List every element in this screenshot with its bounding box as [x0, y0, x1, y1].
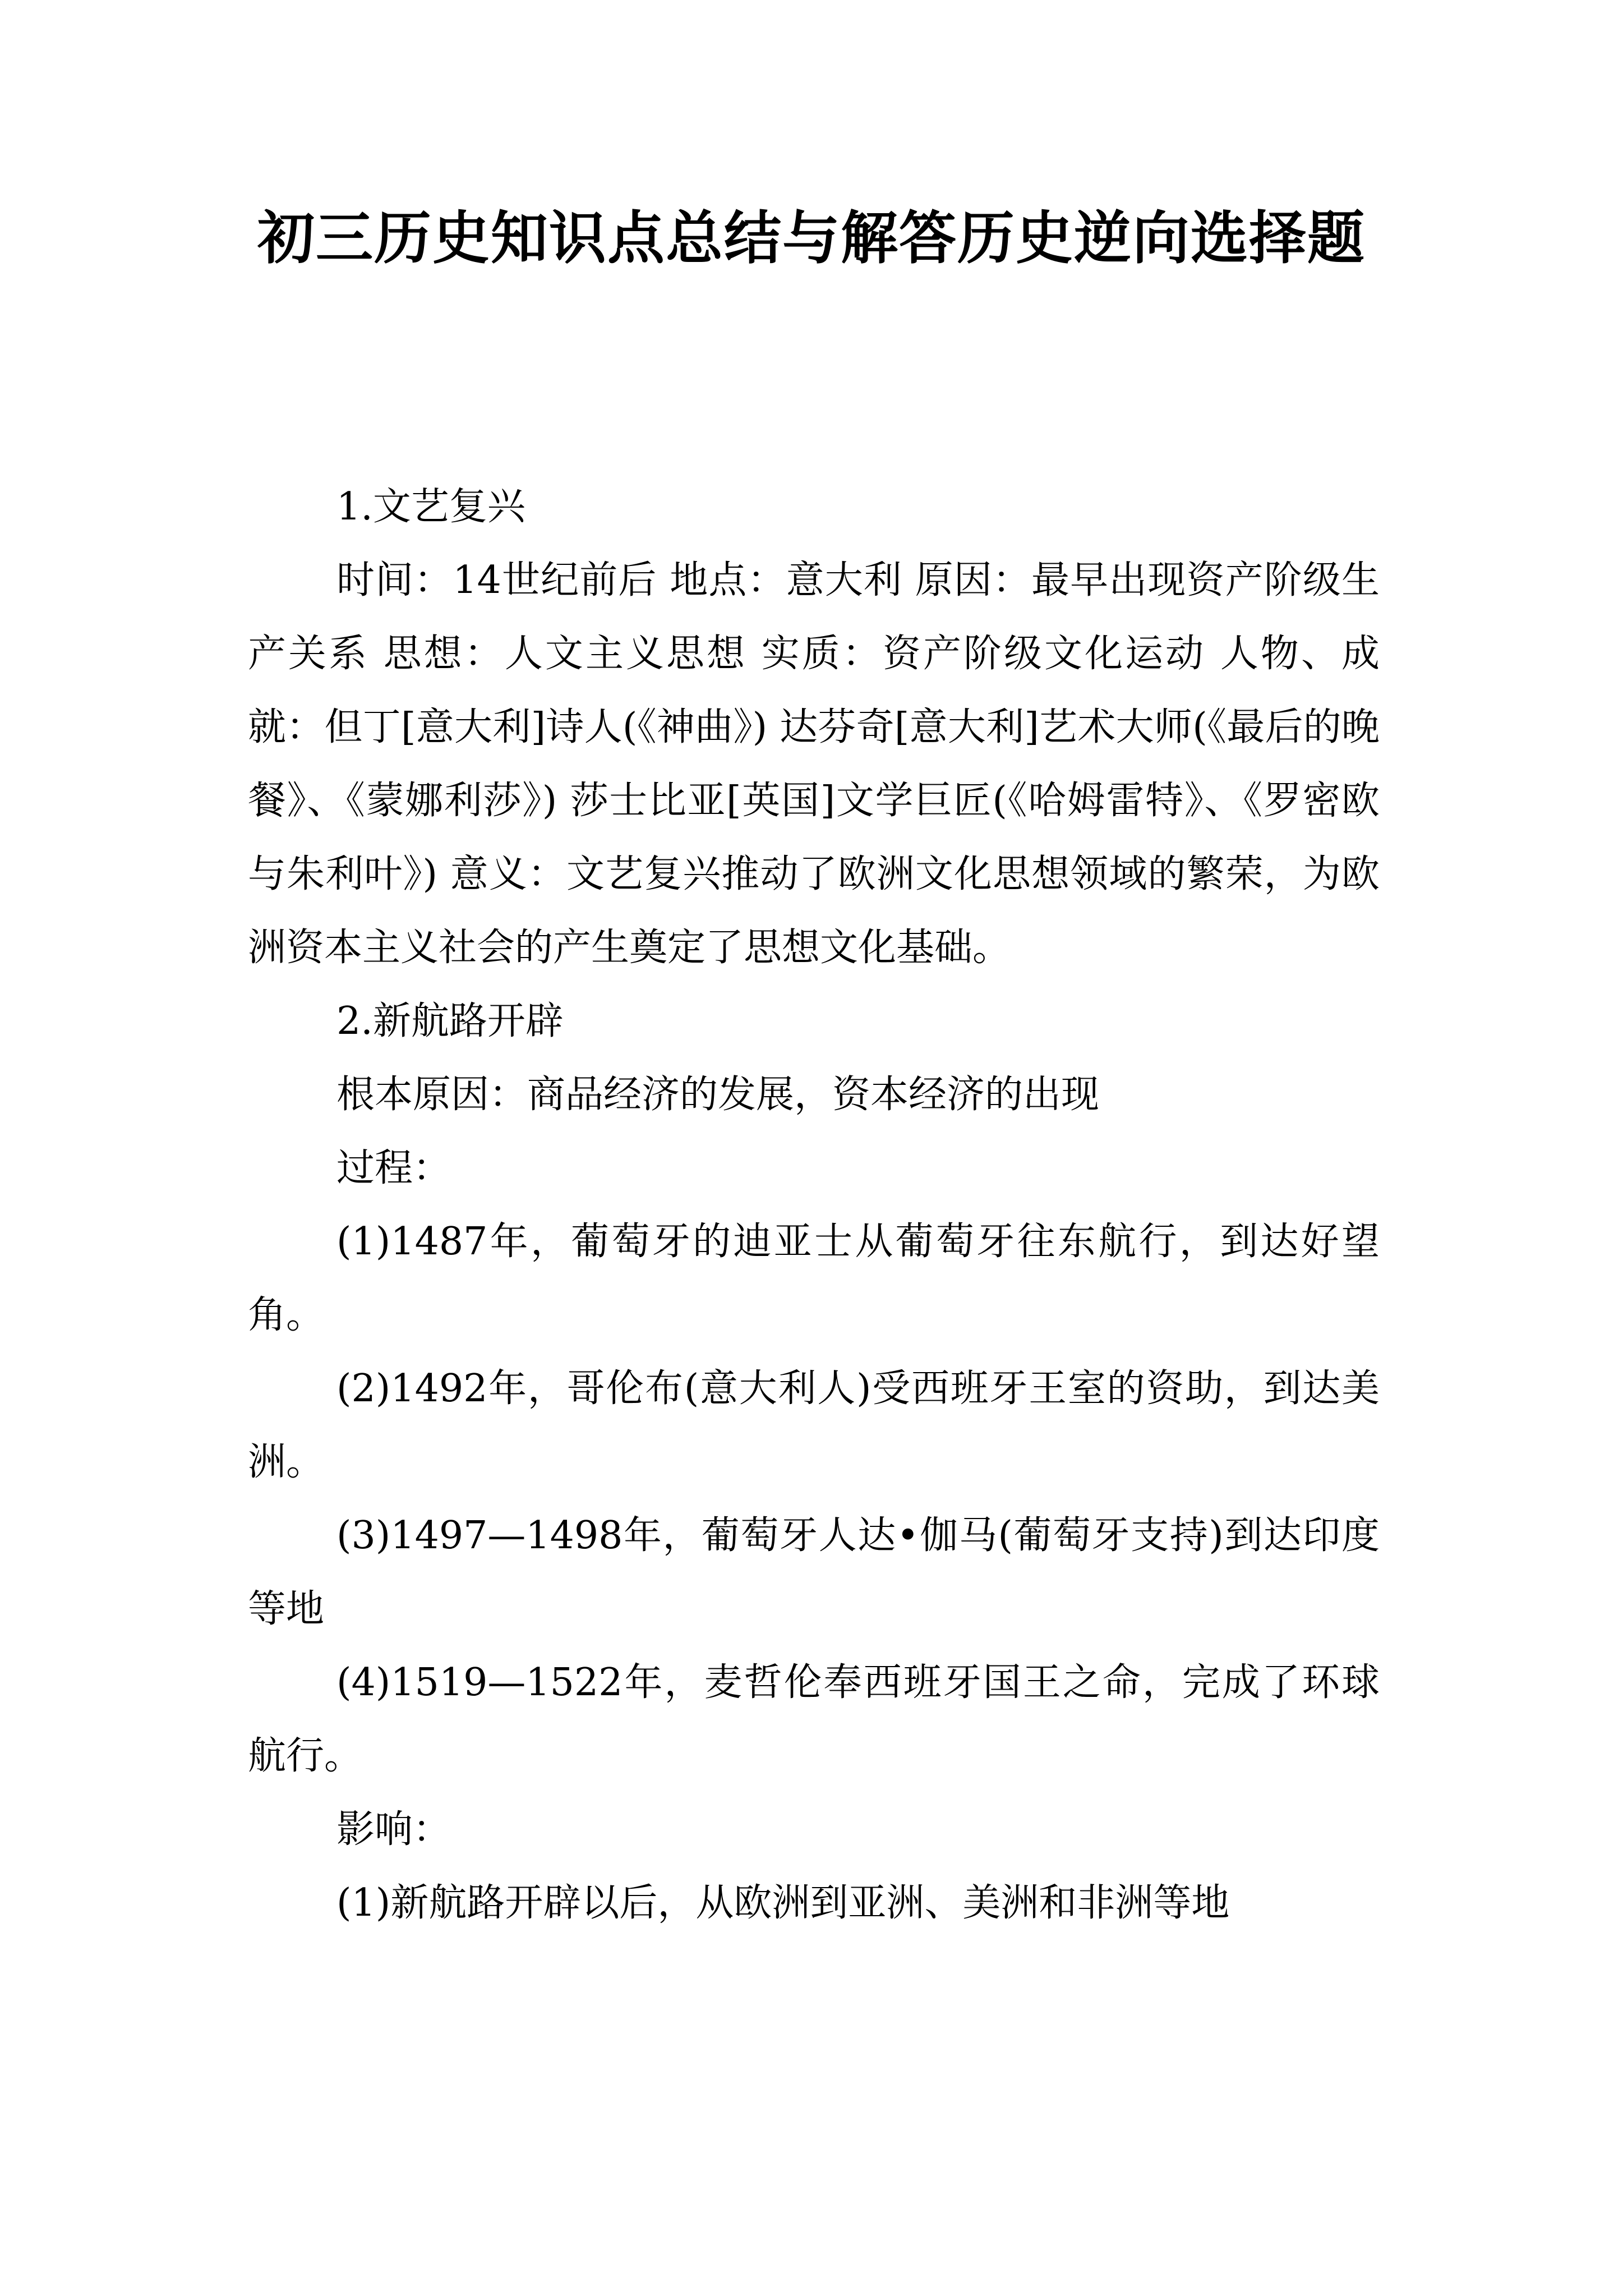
body-paragraph: 时间：14世纪前后 地点：意大利 原因：最早出现资产阶级生产关系 思想：人文主义思想 实质：资产阶级文化运动 人物、成就：但丁[意大利]诗人(《神曲》) 达芬奇[意大利]艺术大师(《最后的晚餐》、《蒙娜利莎》) 莎士比亚[英国]文学巨匠(《哈姆雷特》、《罗密欧与朱利叶》) 意义：文艺复兴推动了欧洲文化思想领域的繁荣，为欧洲资本主义社会的产生奠定了思想文化基础。	[248, 558, 1380, 970]
document-title: 初三历史知识点总结与解答历史逆向选择题	[257, 205, 1366, 272]
document-body	[248, 470, 1380, 1940]
list-item: (1)新航路开辟以后，从欧洲到亚洲、美洲和非洲等地	[336, 1881, 1230, 1925]
section-heading: 1.文艺复兴	[336, 485, 525, 529]
body-paragraph: 根本原因：商品经济的发展，资本经济的出现	[336, 1073, 1100, 1117]
list-item: (2)1492年，哥伦布(意大利人)受西班牙王室的资助，到达美洲。	[248, 1366, 1380, 1484]
section-heading: 2.新航路开辟	[336, 999, 564, 1043]
list-item: (3)1497—1498年，葡萄牙人达•伽马(葡萄牙支持)到达印度等地	[248, 1513, 1380, 1631]
list-item: (1)1487年，葡萄牙的迪亚士从葡萄牙往东航行，到达好望角。	[248, 1220, 1380, 1337]
list-item: (4)1519—1522年，麦哲伦奉西班牙国王之命，完成了环球航行。	[248, 1660, 1380, 1778]
body-paragraph: 过程：	[336, 1146, 451, 1190]
body-paragraph: 影响：	[336, 1807, 451, 1852]
